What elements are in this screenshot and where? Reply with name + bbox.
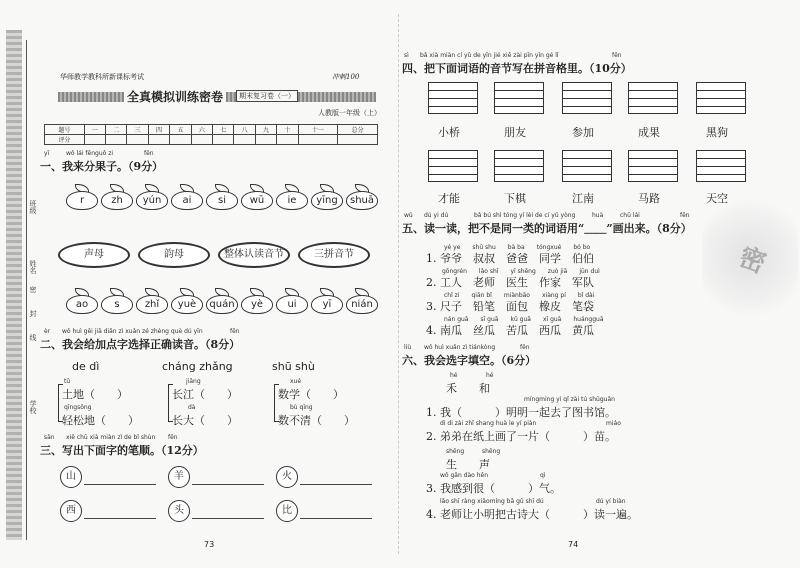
grid-rule [629,98,677,99]
grid-rule [629,106,677,107]
score-table-score-row [45,135,378,145]
side-label-name: 姓名 [29,260,37,274]
page-divider [398,14,399,554]
stroke-char: 山 [60,466,82,488]
side-label-line: 线 [29,334,37,341]
side-label-seal: 密 [29,286,37,293]
q2-item: 土地（ ） [62,388,128,401]
peach-syllable[interactable]: yīng [311,191,343,210]
q2-item-py: jiāng [186,378,201,385]
pinyin-writing-box[interactable] [562,150,612,182]
peach-syllable[interactable]: yún [136,191,168,210]
q5-row: 2. 工人 老师 医生 作家 军队 [426,276,594,289]
grid-rule [495,90,543,91]
grid-rule [563,106,611,107]
pinyin-writing-box[interactable] [428,82,478,114]
q4-title: 四、把下面词语的音节写在拼音格里。（10分） [402,62,632,75]
score-cell: 七 [213,125,234,135]
q4-word: 小桥 [438,126,460,139]
pinyin-writing-box[interactable] [428,150,478,182]
q6-title: 六、我会选字填空。（6分） [402,354,537,367]
score-cell: 二 [106,125,127,135]
q3-pinyin: xiě chū xià miàn zì de bǐ shùn [66,434,156,441]
stroke-answer-line[interactable] [300,484,372,485]
q6-choice-1: 禾 和 [446,382,490,395]
pinyin-writing-box[interactable] [494,150,544,182]
score-input-cell[interactable] [106,135,127,145]
stroke-char: 西 [60,500,82,522]
q6-choice-2: 生 声 [446,458,490,471]
peach-syllable[interactable]: zhǐ [136,295,168,314]
q6-pinyin: wǒ huì xuǎn zì tiánkòng [424,344,496,351]
q6-choice-py: shēng [446,448,465,455]
q2-pinyin: wǒ huì gěi jiā diǎn zì xuǎn zé zhèng què dú yīn [62,328,203,335]
q5-row-py: chǐ zi qiān bǐ miànbāo xiàng pí bǐ dài [444,292,595,299]
grid-rule [495,106,543,107]
q2-item-py: tǔ [64,378,71,385]
q6-sentence-py: dú yí biàn [596,498,626,505]
grid-rule [697,166,745,167]
q2-item-py: xué [290,378,302,385]
q5-row: 4. 南瓜 丝瓜 苦瓜 西瓜 黄瓜 [426,324,594,337]
peach-syllable[interactable]: quán [206,295,238,314]
grid-rule [429,174,477,175]
q4-word: 参加 [572,126,594,139]
q2-item: 长大（ ） [172,414,238,427]
q3-pinyin-score: fēn [168,434,178,441]
category-basket[interactable]: 三拼音节 [298,242,370,268]
score-cell: 一 [84,125,105,135]
score-cell: 四 [148,125,169,135]
grid-rule [563,90,611,91]
q5-row-py: yé ye shū shu bà ba tóngxué bó bo [444,244,591,251]
score-cell: 总分 [338,125,378,135]
category-basket[interactable]: 韵母 [138,242,210,268]
peach-syllable[interactable]: ai [171,191,203,210]
grid-rule [697,106,745,107]
q2-item-py: bù qīng [290,404,313,411]
q4-word: 朋友 [504,126,526,139]
grid-rule [495,158,543,159]
pinyin-writing-box[interactable] [494,82,544,114]
peach-syllable[interactable]: ao [66,295,98,314]
page-title: 全真模拟训练密卷 [124,88,226,105]
page-number-right: 74 [568,540,579,549]
grid-rule [629,90,677,91]
score-input-cell[interactable] [213,135,234,145]
score-cell: 五 [170,125,191,135]
q1-pinyin: wǒ lái fēnguǒ zi [66,150,114,157]
grid-rule [629,158,677,159]
peach-syllable[interactable]: shuā [346,191,378,210]
score-input-cell[interactable] [298,135,338,145]
score-input-cell[interactable] [191,135,212,145]
score-cell: 十 [277,125,298,135]
grid-rule [697,158,745,159]
category-basket[interactable]: 整体认读音节 [218,242,290,268]
category-basket[interactable]: 声母 [58,242,130,268]
peach-syllable[interactable]: yuè [171,295,203,314]
score-input-cell[interactable] [148,135,169,145]
q6-sentence-py: míngming yì qǐ zài tú shūguǎn [524,396,615,403]
q6-choice-py: shēng [482,448,501,455]
q6-sentence-3: 3. 我感到很（ ）气。 [426,482,561,495]
grid-rule [697,174,745,175]
score-input-cell[interactable] [170,135,191,145]
q2-item-py: dà [188,404,196,411]
score-cell: 三 [127,125,148,135]
q1-title: 一、我来分果子。（9分） [40,160,164,173]
stroke-answer-line[interactable] [84,518,156,519]
q4-word: 黑狗 [706,126,728,139]
q5-row-py: gōngrén lǎo shī yī shēng zuò jiā jūn duì [442,268,600,275]
q4-word: 才能 [438,192,460,205]
pinyin-writing-box[interactable] [696,150,746,182]
grid-rule [429,90,477,91]
stroke-answer-line[interactable] [192,518,264,519]
binding-spine [6,30,22,540]
q6-sentence-py: qì [540,472,546,479]
score-cell: 十一 [298,125,338,135]
q5-pinyin: chū lái [620,212,640,219]
score-cell: 六 [191,125,212,135]
stroke-answer-line[interactable] [192,484,264,485]
score-table [44,124,378,145]
score-input-cell[interactable] [234,135,255,145]
score-input-cell[interactable] [84,135,105,145]
q2-item-py: qīngsōng [64,404,92,411]
stamp-text: 密 [734,242,770,280]
stroke-char: 头 [168,500,190,522]
title-tag: 期末复习卷（一） [236,90,298,102]
q6-sentence-py: lǎo shī ràng xiǎomíng bǎ gǔ shī dú [440,498,544,505]
q6-sentence-py: dì di zài zhǐ shang huà le yí piàn [440,420,537,427]
q4-word: 马路 [638,192,660,205]
pinyin-writing-box[interactable] [696,82,746,114]
series-title: 华师教学教科所新课标考试 [60,73,144,81]
q4-pinyin-score: fēn [612,52,622,59]
score-target: 冲刺100 [332,73,360,81]
q3-title: 三、写出下面字的笔顺。（12分） [40,444,204,457]
score-input-cell[interactable] [255,135,276,145]
edition-label: 人教版一年级（上） [318,109,381,117]
q6-choice-py: hé [450,372,458,379]
score-cell: 九 [255,125,276,135]
q5-pinyin: dú yi dú [424,212,449,219]
stroke-answer-line[interactable] [300,518,372,519]
q2-item: 数学（ ） [278,388,344,401]
q2-pinyin-score: fēn [230,328,240,335]
grid-rule [563,158,611,159]
score-cell: 题号 [45,125,85,135]
q3-pinyin-num: sān [44,434,55,441]
grid-rule [495,98,543,99]
stroke-char: 比 [276,500,298,522]
side-label-class: 班级 [29,200,37,214]
side-label-envelope: 封 [29,310,37,317]
q6-sentence-4: 4. 老师让小明把古诗大（ ）读一遍。 [426,508,638,521]
score-table-header-row [45,125,378,135]
grid-rule [563,166,611,167]
peach-syllable[interactable]: zh [101,191,133,210]
q4-pinyin-num: sì [404,52,409,59]
grid-rule [697,98,745,99]
q2-item: 轻松地（ ） [62,414,139,427]
grid-rule [429,166,477,167]
q6-sentence-py: miáo [606,420,621,427]
q4-word: 下棋 [504,192,526,205]
q2-item: 长江（ ） [172,388,238,401]
page-number-left: 73 [204,540,215,549]
q5-row: 1. 爷爷 叔叔 爸爸 同学 伯伯 [426,252,594,265]
q6-sentence-py: wǒ gǎn dào hěn [440,472,489,479]
q2-item: 数不清（ ） [278,414,355,427]
peach-syllable[interactable]: ui [276,295,308,314]
q5-pinyin: huà [592,212,604,219]
score-input-cell[interactable] [277,135,298,145]
q1-pinyin-score: fēn [144,150,154,157]
q4-pinyin: bǎ xià miàn cí yǔ de yīn jié xiě zài pīn yīn gé lǐ [420,52,559,59]
q2-pair-3: shū shù [272,360,315,373]
grid-rule [563,98,611,99]
score-cell: 评分 [45,135,85,145]
pinyin-writing-box[interactable] [628,150,678,182]
q6-sentence-1: 1. 我（ ）明明一起去了图书馆。 [426,406,616,419]
q4-word: 成果 [638,126,660,139]
q2-title: 二、我会给加点字选择正确读音。（8分） [40,338,241,351]
grid-rule [697,90,745,91]
q4-word: 天空 [706,192,728,205]
peach-syllable[interactable]: ie [276,191,308,210]
stroke-answer-line[interactable] [84,484,156,485]
q2-pinyin-num: èr [44,328,51,335]
peach-syllable[interactable]: si [206,191,238,210]
seal-line [26,40,27,540]
grid-rule [495,174,543,175]
q4-word: 江南 [572,192,594,205]
q2-pair-1: de dì [72,360,100,373]
pinyin-writing-box[interactable] [628,82,678,114]
q1-pinyin-num: yī [44,150,50,157]
grid-rule [563,174,611,175]
grid-rule [429,106,477,107]
peach-syllable[interactable]: s [101,295,133,314]
q5-row-py: nán guā sī guā kǔ guā xī guā huángguā [444,316,604,323]
peach-syllable[interactable]: nián [346,295,378,314]
q6-sentence-2: 2. 弟弟在纸上画了一片（ ）苗。 [426,430,616,443]
q6-pinyin-num: liù [404,344,412,351]
peach-syllable[interactable]: wū [241,191,273,210]
grid-rule [629,174,677,175]
peach-syllable[interactable]: yè [241,295,273,314]
q6-pinyin-score: fēn [520,344,530,351]
q5-pinyin: bǎ bú shì tóng yí lèi de cí yǔ yòng [474,212,576,219]
grid-rule [429,98,477,99]
stroke-char: 羊 [168,466,190,488]
q5-pinyin-num: wǔ [404,212,413,219]
stroke-char: 火 [276,466,298,488]
q6-choice-py: hé [486,372,494,379]
q5-title: 五、读一读，把不是同一类的词语用“＿＿”画出来。（8分） [402,222,692,235]
peach-syllable[interactable]: yī [311,295,343,314]
score-input-cell[interactable] [127,135,148,145]
grid-rule [429,158,477,159]
peach-syllable[interactable]: r [66,191,98,210]
q5-pinyin-score: fēn [680,212,690,219]
grid-rule [629,166,677,167]
grid-rule [495,166,543,167]
pinyin-writing-box[interactable] [562,82,612,114]
score-input-cell[interactable] [338,135,378,145]
q5-row: 3. 尺子 铅笔 面包 橡皮 笔袋 [426,300,594,313]
side-label-school: 学校 [29,400,37,414]
score-cell: 八 [234,125,255,135]
q2-pair-2: cháng zhǎng [162,360,233,373]
